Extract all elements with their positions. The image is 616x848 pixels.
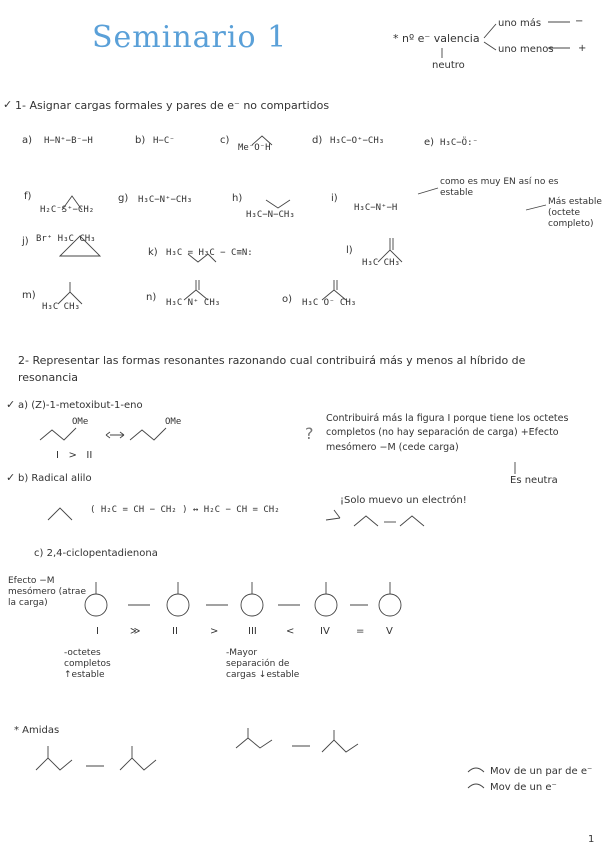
page-title: Seminario 1: [92, 20, 288, 55]
item-e-formula: H₃C−Ö:⁻: [440, 138, 478, 148]
item-g-formula: H₃C−N⁺−CH₃: [138, 195, 193, 205]
ex2b-label: b) Radical alilo: [18, 473, 92, 484]
arrow-less: [484, 42, 496, 50]
ring-IV: [315, 594, 337, 616]
ring-III: [241, 594, 263, 616]
item-e-label: e): [424, 137, 435, 148]
item-h-label: h): [232, 193, 243, 204]
more-one-label: uno más: [498, 18, 542, 29]
item-g-label: g): [118, 193, 129, 204]
ring-V: [379, 594, 401, 616]
ex2a-check: ✓: [6, 398, 16, 411]
note-i: como es muy EN así no es estable: [440, 177, 559, 198]
ex2a-neutral: Es neutra: [510, 475, 558, 486]
item-i-formula: H₃C−N⁺−H: [354, 203, 398, 213]
rank-4: III: [248, 626, 257, 637]
item-m-label: m): [22, 290, 36, 301]
item-l-label: l): [346, 245, 353, 256]
item-c-formula: Me⁻O⁻H: [238, 143, 271, 153]
item-j-formula: Br⁺ H₃C CH₃: [36, 234, 96, 244]
item-o-label: o): [282, 294, 293, 305]
item-n-label: n): [146, 292, 157, 303]
rank-2: II: [172, 626, 178, 637]
ex1-prompt: 1- Asignar cargas formales y pares de e⁻ no compartidos: [15, 99, 330, 112]
item-m-formula: H₃C CH₃: [42, 302, 80, 312]
more-sign: −: [575, 16, 584, 27]
rank-8: V: [386, 626, 393, 637]
less-one-label: uno menos: [498, 44, 554, 55]
ex2-prompt: 2- Representar las formas resonantes razonando cual contribuirá más y menos al híbrido de resonancia: [18, 354, 526, 385]
ex2a-rank: I > II: [56, 450, 93, 461]
mov-pair-legend: Mov de un par de e⁻: [490, 766, 593, 777]
ex2c-label: c) 2,4-ciclopentadienona: [34, 548, 158, 559]
item-i-label: i): [331, 193, 338, 204]
mov-one-legend: Mov de un e⁻: [490, 782, 557, 793]
item-l-formula: H₃C CH₃: [362, 258, 400, 268]
ring-II: [167, 594, 189, 616]
item-b-formula: H−C⁻: [153, 136, 175, 146]
amidas-label: * Amidas: [14, 725, 60, 736]
ex2b-formula: ( H₂C = CH − CH₂ ) ↔ H₂C − CH = CH₂: [90, 505, 280, 515]
item-f-label: f): [24, 191, 32, 202]
rank-6: IV: [320, 626, 330, 637]
ex2c-note-2: -Mayor separación de cargas ↓estable: [226, 648, 300, 680]
item-a-label: a): [22, 135, 33, 146]
ex2b-note: ¡Solo muevo un electrón!: [340, 495, 467, 506]
item-f-formula: H₂C⁻S⁺−CH₂: [40, 205, 95, 215]
rank-3: >: [210, 626, 219, 637]
note-i-2: Más estable (octete completo): [548, 197, 602, 229]
less-sign: +: [578, 43, 587, 54]
rank-1: ≫: [130, 626, 141, 637]
ex2b-check: ✓: [6, 471, 16, 484]
item-k-label: k): [148, 247, 158, 258]
arrow-more: [484, 24, 496, 38]
valence-note: * nº e⁻ valencia: [393, 32, 480, 45]
ring-I: [85, 594, 107, 616]
rank-7: =: [356, 626, 365, 637]
item-o-formula: H₃C O⁻ CH₃: [302, 298, 357, 308]
item-c-label: c): [220, 135, 230, 146]
ex2a-note: Contribuirá más la figura I porque tiene los octetes completos (no hay separación de carga) +Efecto mesómero −M (cede carga): [326, 413, 569, 453]
ex2a-ome-1: OMe: [72, 417, 89, 427]
item-j-label: j): [22, 236, 29, 247]
ex2c-effect: Efecto −M mesómero (atrae la carga): [8, 576, 86, 608]
page-number: 1: [588, 834, 595, 845]
neutral-label: neutro: [432, 60, 465, 71]
item-k-formula: H₃C = H₃C − C≡N:: [166, 248, 253, 258]
item-d-formula: H₃C−O⁺−CH₃: [330, 136, 385, 146]
ex1-check: ✓: [3, 98, 13, 111]
arrow-note-i: [418, 188, 438, 194]
ex2a-label: a) (Z)-1-metoxibut-1-eno: [18, 400, 143, 411]
item-n-formula: H₃C N⁺ CH₃: [166, 298, 221, 308]
ex2a-question: ?: [305, 424, 314, 443]
item-b-label: b): [135, 135, 146, 146]
item-h-formula: H₃C−N−CH₃: [246, 210, 295, 220]
ex2c-note-1: -octetes completos ↑estable: [64, 648, 111, 680]
item-d-label: d): [312, 135, 323, 146]
item-a-formula: H−N⁺−B⁻−H: [44, 136, 93, 146]
ex2a-ome-2: OMe: [165, 417, 182, 427]
rank-5: <: [286, 626, 295, 637]
rank-0: I: [96, 626, 99, 637]
